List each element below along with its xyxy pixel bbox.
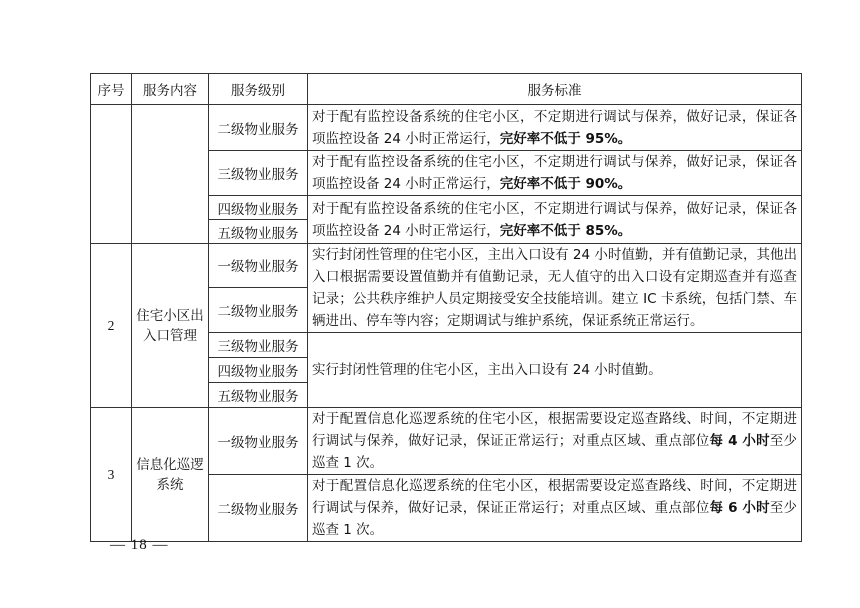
standard-emphasis: 完好率不低于 85%。 (499, 222, 632, 239)
standard-text: 对于配有监控设备系统的住宅小区，不定期进行调试与保养，做好记录，保证各项监控设备 24 小时正常运行， (312, 108, 797, 147)
standard-cell: 实行封闭性管理的住宅小区，主出入口设有 24 小时值勤。 (308, 333, 802, 408)
header-no: 序号 (91, 74, 132, 105)
standard-cell (308, 151, 802, 196)
standard-text: 对于配有监控设备系统的住宅小区，不定期进行调试与保养，做好记录，保证各项监控设备 24 小时正常运行， (312, 154, 797, 192)
standard-emphasis: 完好率不低于 90%。 (499, 176, 632, 192)
header-standard: 服务标准 (308, 74, 802, 105)
page-number: — 18 — (110, 537, 169, 553)
level-cell: 三级物业服务 (209, 151, 308, 196)
level-cell: 四级物业服务 (209, 196, 308, 220)
standard-cell (308, 196, 802, 244)
sec2-no-cell: 2 (91, 244, 132, 408)
standard-text: 至少巡查 1 次。 (312, 433, 798, 471)
level-cell: 二级物业服务 (209, 475, 308, 542)
standard-emphasis: 每 4 小时 (709, 433, 770, 449)
standard-emphasis: 完好率不低于 95%。 (499, 130, 632, 147)
service-standard-table (90, 73, 802, 542)
standard-text: 对于配置信息化巡逻系统的住宅小区，根据需要设定巡查路线、时间，不定期进行调试与保养，做好记录，保证正常运行；对重点区域、重点部位 (312, 478, 797, 516)
header-content: 服务内容 (132, 74, 209, 105)
standard-emphasis: 每 6 小时 (709, 500, 770, 516)
level-cell: 四级物业服务 (209, 358, 308, 383)
standard-text: 对于配有监控设备系统的住宅小区，不定期进行调试与保养，做好记录，保证各项监控设备 24 小时正常运行， (312, 200, 797, 239)
standard-text: 至少巡查 1 次。 (312, 500, 798, 538)
level-cell: 一级物业服务 (209, 408, 308, 475)
sec1-no-cell (91, 105, 132, 244)
sec3-no-cell: 3 (91, 408, 132, 542)
level-cell: 三级物业服务 (209, 333, 308, 358)
level-cell: 二级物业服务 (209, 105, 308, 151)
level-cell: 五级物业服务 (209, 383, 308, 408)
standard-cell (308, 105, 802, 151)
standard-cell: 实行封闭性管理的住宅小区，主出入口设有 24 小时值勤，并有值勤记录，其他出入口根据需要设置值勤并有值勤记录，无人值守的出入口设有定期巡查并有巡查记录；公共秩序维护人员定期接受安全技能培训。建立 IC 卡系统，包括门禁、车辆进出、停车等内容；定期调试与维护系统，保证系统正常运行。 (308, 244, 802, 333)
header-level: 服务级别 (209, 74, 308, 105)
sec1-content-cell (132, 105, 209, 244)
sec2-content-cell: 住宅小区出入口管理 (132, 244, 209, 408)
level-cell: 一级物业服务 (209, 244, 308, 288)
level-cell: 五级物业服务 (209, 220, 308, 244)
table-row (91, 408, 802, 475)
table-row (91, 244, 802, 288)
table-row (91, 105, 802, 151)
standard-cell (308, 475, 802, 542)
sec3-content-cell: 信息化巡逻系统 (132, 408, 209, 542)
level-cell: 二级物业服务 (209, 287, 308, 332)
standard-cell (308, 408, 802, 475)
standard-text: 对于配置信息化巡逻系统的住宅小区，根据需要设定巡查路线、时间，不定期进行调试与保养，做好记录，保证正常运行；对重点区域、重点部位 (312, 411, 797, 449)
table-header-row (91, 74, 802, 105)
